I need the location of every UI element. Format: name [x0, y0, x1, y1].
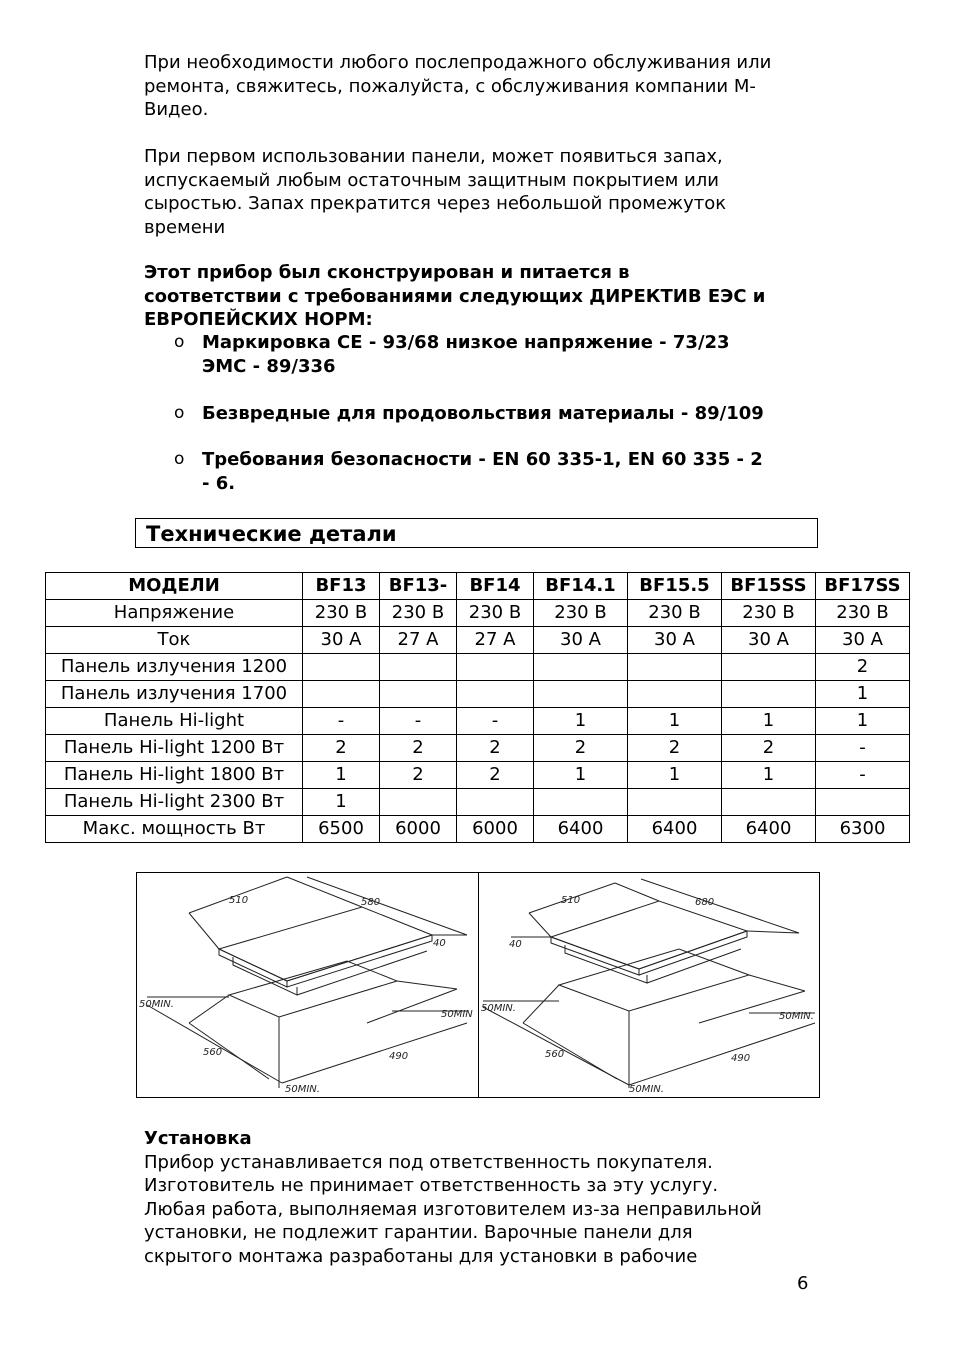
- text-line: Этот прибор был сконструирован и питается в: [144, 262, 630, 283]
- value-cell: [722, 654, 816, 681]
- table-row: [46, 789, 910, 816]
- value-cell: 230 В: [303, 600, 380, 627]
- value-cell: [722, 681, 816, 708]
- row-label-cell: Панель Hi-light: [46, 708, 303, 735]
- dim-cut-depth-label: 490: [389, 1051, 409, 1062]
- bullet-marker: o: [174, 332, 185, 352]
- text-line: - 6.: [202, 472, 236, 494]
- row-label-cell: Панель Hi-light 1200 Вт: [46, 735, 303, 762]
- value-cell: [457, 789, 534, 816]
- row-label-cell: Ток: [46, 627, 303, 654]
- value-cell: 1: [303, 789, 380, 816]
- header-cell: BF15SS: [722, 573, 816, 600]
- directive-item-food: [174, 402, 824, 426]
- header-cell: МОДЕЛИ: [46, 573, 303, 600]
- text-line: испускаемый любым остаточным защитным покрытием или: [144, 169, 719, 191]
- dim-depth-label: 510: [229, 895, 249, 906]
- value-cell: 230 В: [722, 600, 816, 627]
- value-cell: 30 А: [628, 627, 722, 654]
- value-cell: 2: [816, 654, 910, 681]
- intro-paragraph-1: [144, 51, 824, 122]
- table-header-row: [46, 573, 910, 600]
- text-line: соответствии с требованиями следующих ДИРЕКТИВ ЕЭС и: [144, 285, 766, 307]
- table-row: [46, 654, 910, 681]
- directive-item-safety: [174, 448, 824, 495]
- value-cell: 1: [534, 708, 628, 735]
- value-cell: 230 В: [816, 600, 910, 627]
- value-cell: [628, 789, 722, 816]
- installation-section: [144, 1127, 824, 1268]
- value-cell: 1: [303, 762, 380, 789]
- text-line: Маркировка CE - 93/68 низкое напряжение - 73/23: [202, 332, 730, 353]
- dim-gap-front-label: 50MIN.: [629, 1084, 664, 1095]
- dim-width-label: 580: [361, 897, 381, 908]
- value-cell: 2: [457, 762, 534, 789]
- text-line: Безвредные для продовольствия материалы - 89/109: [202, 403, 764, 424]
- table-row: [46, 681, 910, 708]
- row-label-cell: Макс. мощность Вт: [46, 816, 303, 843]
- diagram-left: [137, 873, 477, 1097]
- value-cell: 1: [816, 708, 910, 735]
- text-line: времени: [144, 216, 226, 238]
- value-cell: 6400: [722, 816, 816, 843]
- value-cell: 1: [816, 681, 910, 708]
- value-cell: -: [816, 735, 910, 762]
- section-title: Технические детали: [146, 522, 397, 546]
- table-row: [46, 627, 910, 654]
- value-cell: 230 В: [457, 600, 534, 627]
- value-cell: [534, 789, 628, 816]
- value-cell: 230 В: [628, 600, 722, 627]
- header-cell: BF14: [457, 573, 534, 600]
- dim-height-label: 40: [433, 938, 446, 949]
- value-cell: [380, 654, 457, 681]
- table-body: [46, 600, 910, 843]
- header-cell: BF13: [303, 573, 380, 600]
- table-row: [46, 735, 910, 762]
- value-cell: 230 В: [380, 600, 457, 627]
- header-cell: BF14.1: [534, 573, 628, 600]
- dim-depth-label: 510: [561, 895, 581, 906]
- value-cell: 2: [380, 762, 457, 789]
- row-label-cell: Напряжение: [46, 600, 303, 627]
- diagram-right: [479, 873, 819, 1097]
- value-cell: 2: [380, 735, 457, 762]
- value-cell: 30 А: [722, 627, 816, 654]
- value-cell: [816, 789, 910, 816]
- text-line: сыростью. Запах прекратится через небольшой промежуток: [144, 193, 727, 214]
- text-line: Требования безопасности - EN 60 335-1, EN 60 335 - 2: [202, 449, 763, 470]
- value-cell: [380, 681, 457, 708]
- value-cell: 2: [534, 735, 628, 762]
- dim-cut-width-label: 560: [545, 1049, 565, 1060]
- value-cell: 2: [628, 735, 722, 762]
- text-line: Видео.: [144, 99, 209, 120]
- directive-item-ce: [174, 331, 824, 378]
- value-cell: 27 А: [457, 627, 534, 654]
- text-line: Прибор устанавливается под ответственность покупателя.: [144, 1151, 713, 1173]
- value-cell: [303, 654, 380, 681]
- text-line: Любая работа, выполняемая изготовителем из-за неправильной: [144, 1198, 762, 1220]
- header-cell: BF17SS: [816, 573, 910, 600]
- value-cell: 1: [628, 708, 722, 735]
- dimension-diagrams: [136, 872, 820, 1098]
- value-cell: -: [816, 762, 910, 789]
- directives-heading: [144, 261, 824, 332]
- intro-paragraph-2: [144, 145, 824, 239]
- dim-gap-front-label: 50MIN.: [285, 1084, 320, 1095]
- value-cell: 6400: [534, 816, 628, 843]
- text-line: Изготовитель не принимает ответственность за эту услугу.: [144, 1175, 719, 1196]
- value-cell: 30 А: [534, 627, 628, 654]
- page-number: 6: [797, 1273, 809, 1294]
- value-cell: 2: [303, 735, 380, 762]
- value-cell: 30 А: [303, 627, 380, 654]
- dim-gap-left-label: 50MIN.: [139, 999, 174, 1010]
- dim-gap-right-label: 50MIN: [441, 1009, 473, 1020]
- dim-gap-left-label: 50MIN.: [481, 1003, 516, 1014]
- dim-cut-width-label: 560: [203, 1047, 223, 1058]
- table-row: [46, 762, 910, 789]
- value-cell: 6000: [457, 816, 534, 843]
- text-line: При необходимости любого послепродажного обслуживания или: [144, 52, 772, 73]
- row-label-cell: Панель излучения 1700: [46, 681, 303, 708]
- value-cell: [628, 681, 722, 708]
- installation-heading: Установка: [144, 1128, 252, 1149]
- value-cell: 30 А: [816, 627, 910, 654]
- value-cell: 6400: [628, 816, 722, 843]
- header-cell: BF13-: [380, 573, 457, 600]
- value-cell: [457, 654, 534, 681]
- text-line: ЕВРОПЕЙСКИХ НОРМ:: [144, 309, 373, 330]
- value-cell: 1: [722, 762, 816, 789]
- text-line: ЭМС - 89/336: [202, 355, 336, 377]
- value-cell: [457, 681, 534, 708]
- value-cell: 6500: [303, 816, 380, 843]
- value-cell: 27 А: [380, 627, 457, 654]
- bullet-marker: o: [174, 403, 185, 423]
- value-cell: 230 В: [534, 600, 628, 627]
- value-cell: 1: [628, 762, 722, 789]
- value-cell: 6000: [380, 816, 457, 843]
- header-cell: BF15.5: [628, 573, 722, 600]
- value-cell: [534, 681, 628, 708]
- value-cell: 2: [457, 735, 534, 762]
- dim-gap-right-label: 50MIN.: [779, 1011, 814, 1022]
- value-cell: [722, 789, 816, 816]
- value-cell: -: [380, 708, 457, 735]
- row-label-cell: Панель излучения 1200: [46, 654, 303, 681]
- text-line: скрытого монтажа разработаны для установки в рабочие: [144, 1245, 698, 1267]
- spec-table: [45, 572, 910, 843]
- value-cell: [628, 654, 722, 681]
- dim-width-label: 680: [695, 897, 715, 908]
- value-cell: 1: [534, 762, 628, 789]
- table-row: [46, 600, 910, 627]
- bullet-marker: o: [174, 449, 185, 469]
- text-line: При первом использовании панели, может появиться запах,: [144, 146, 723, 167]
- row-label-cell: Панель Hi-light 1800 Вт: [46, 762, 303, 789]
- value-cell: [303, 681, 380, 708]
- value-cell: [534, 654, 628, 681]
- value-cell: 1: [722, 708, 816, 735]
- value-cell: 6300: [816, 816, 910, 843]
- text-line: ремонта, свяжитесь, пожалуйста, с обслуживания компании М-: [144, 75, 756, 97]
- table-row: [46, 816, 910, 843]
- dim-cut-depth-label: 490: [731, 1053, 751, 1064]
- value-cell: 2: [722, 735, 816, 762]
- value-cell: -: [303, 708, 380, 735]
- table-row: [46, 708, 910, 735]
- value-cell: [380, 789, 457, 816]
- section-title-box: [135, 518, 818, 548]
- dim-height-label: 40: [509, 939, 522, 950]
- value-cell: -: [457, 708, 534, 735]
- row-label-cell: Панель Hi-light 2300 Вт: [46, 789, 303, 816]
- text-line: установки, не подлежит гарантии. Варочные панели для: [144, 1222, 693, 1243]
